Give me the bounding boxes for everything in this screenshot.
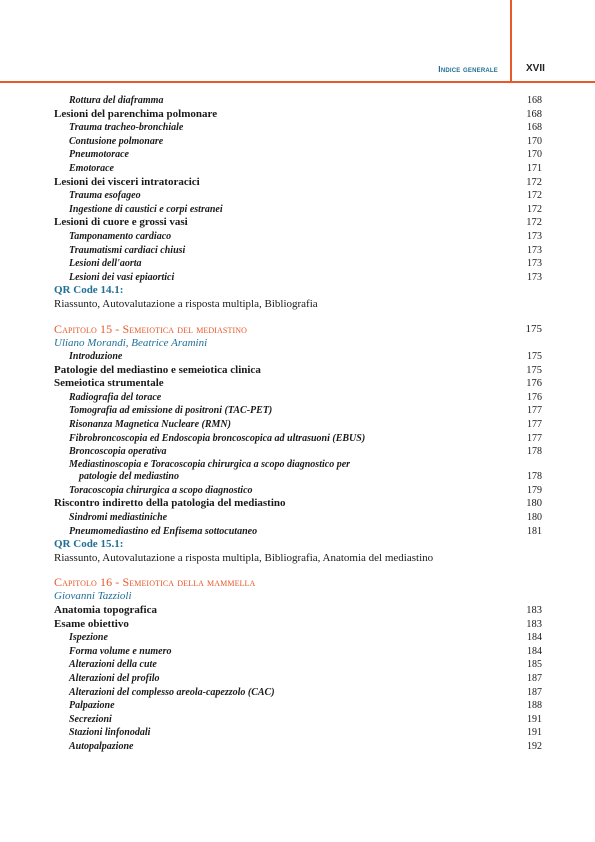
toc-subsection-title-line2: patologie del mediastino: [79, 471, 179, 483]
chapter-heading-title: Capitolo 16 - Semeiotica della mammella: [54, 575, 256, 590]
toc-subsection-title: Forma volume e numero: [69, 645, 172, 657]
page-ref: 170: [527, 135, 542, 147]
toc-section-title: Esame obiettivo: [54, 617, 129, 630]
toc-subsection-title: Pneumotorace: [69, 149, 129, 161]
chapter-authors-row: [54, 337, 542, 351]
page-ref: 175: [527, 351, 542, 363]
toc-section-title: Lesioni di cuore e grossi vasi: [54, 216, 188, 229]
toc-subsection-row: [54, 511, 542, 525]
qr-code-label-title: QR Code 15.1:: [54, 538, 124, 551]
toc-subsection-row: [54, 726, 542, 740]
toc-subsection-title: Trauma tracheo-bronchiale: [69, 122, 184, 134]
toc-subsection-row: [54, 525, 542, 539]
page-ref: 172: [526, 217, 542, 229]
chapter-authors-title: Uliano Morandi, Beatrice Aramini: [54, 336, 208, 349]
page-ref: 168: [527, 95, 542, 106]
qr-code-contents-title: Riassunto, Autovalutazione a risposta multipla, Bibliografia, Anatomia del mediastino: [54, 551, 434, 564]
page-ref: 173: [527, 244, 542, 256]
qr-code-contents-row: [54, 298, 542, 312]
toc-subsection-row: [54, 189, 542, 203]
page-ref: 183: [526, 618, 542, 630]
toc-subsection-row: [54, 148, 542, 162]
chapter-authors-title: Giovanni Tazzioli: [54, 590, 132, 603]
toc-subsection-row: [54, 135, 542, 149]
toc-section-row: [54, 108, 542, 122]
toc-section-title: Semeiotica strumentale: [54, 377, 164, 390]
page-ref: 170: [527, 149, 542, 161]
page-ref: 173: [527, 258, 542, 270]
toc-section-row: [54, 618, 542, 632]
toc-subsection-title: Contusione polmonare: [69, 135, 164, 147]
page-ref: 187: [527, 672, 542, 684]
toc-subsection-title: Tamponamento cardiaco: [69, 230, 172, 242]
toc-subsection-row: [54, 350, 542, 364]
toc-section-row: [54, 176, 542, 190]
toc-subsection-title: Alterazioni del complesso areola-capezzolo (CAC): [69, 686, 275, 698]
page-ref: 177: [527, 419, 542, 431]
table-of-contents: [54, 94, 542, 754]
toc-subsection-row: [54, 631, 542, 645]
toc-subsection-row: [54, 432, 542, 446]
page-ref: 175: [525, 322, 542, 335]
toc-subsection-row: [54, 94, 542, 108]
toc-subsection-title: Alterazioni della cute: [69, 659, 157, 671]
toc-section-row: [54, 604, 542, 618]
toc-subsection-title: Lesioni dell'aorta: [69, 258, 142, 270]
toc-subsection-title: Toracoscopia chirurgica a scopo diagnostico: [69, 484, 253, 496]
page-ref: 180: [526, 498, 542, 510]
toc-subsection-title: Secrezioni: [69, 713, 112, 725]
toc-subsection-row: [54, 686, 542, 700]
toc-subsection-row: [54, 391, 542, 405]
page-number: XVII: [526, 63, 545, 74]
toc-section-title: Riscontro indiretto della patologia del mediastino: [54, 497, 286, 510]
toc-subsection-row: [54, 699, 542, 713]
header-horizontal-rule: [0, 81, 595, 83]
toc-subsection-title: [69, 459, 350, 484]
page-ref: 172: [527, 203, 542, 215]
toc-section-title: Anatomia topografica: [54, 604, 157, 616]
toc-subsection-title: Ingestione di caustici e corpi estranei: [69, 203, 223, 215]
toc-subsection-row: [54, 658, 542, 672]
toc-subsection-row: [54, 484, 542, 498]
page-ref: 184: [527, 645, 542, 657]
toc-subsection-title: Traumatismi cardiaci chiusi: [69, 244, 186, 256]
toc-subsection-title: Tomografia ad emissione di positroni (TAC-PET): [69, 405, 273, 417]
qr-code-label-title: QR Code 14.1:: [54, 284, 124, 297]
toc-subsection-row: [54, 713, 542, 727]
page-ref: 183: [526, 605, 542, 616]
toc-section-row: [54, 377, 542, 391]
toc-subsection-title: Ispezione: [69, 632, 108, 644]
toc-section-row: [54, 364, 542, 378]
toc-subsection-row: [54, 271, 542, 285]
page-ref: 187: [527, 686, 542, 698]
page-ref: 178: [527, 446, 542, 458]
page-ref: 168: [526, 108, 542, 120]
toc-subsection-title: Sindromi mediastiniche: [69, 512, 168, 524]
qr-code-label-row: [54, 538, 542, 552]
toc-subsection-row: [54, 459, 542, 484]
page-ref: 173: [527, 230, 542, 242]
toc-section-title: Patologie del mediastino e semeiotica clinica: [54, 363, 261, 376]
qr-code-contents-title: Riassunto, Autovalutazione a risposta multipla, Bibliografia: [54, 297, 318, 310]
toc-subsection-title: Radiografia del torace: [69, 391, 162, 403]
toc-subsection-row: [54, 418, 542, 432]
toc-subsection-title: Trauma esofageo: [69, 190, 141, 202]
page-ref: 192: [527, 740, 542, 752]
toc-subsection-row: [54, 445, 542, 459]
page-ref: 176: [527, 391, 542, 403]
toc-subsection-title: Risonanza Magnetica Nucleare (RMN): [69, 419, 231, 431]
toc-subsection-row: [54, 257, 542, 271]
chapter-heading-row: [54, 322, 542, 337]
chapter-heading-title: Capitolo 15 - Semeiotica del mediastino: [54, 321, 247, 336]
toc-subsection-title: Emotorace: [69, 162, 114, 174]
toc-section-row: [54, 497, 542, 511]
toc-subsection-title: Lesioni dei vasi epiaortici: [69, 271, 175, 283]
toc-subsection-row: [54, 230, 542, 244]
header-vertical-rule: [510, 0, 512, 81]
page-ref: 177: [527, 432, 542, 444]
page-ref: 173: [527, 271, 542, 283]
page-ref: 184: [527, 632, 542, 644]
page-ref: 191: [527, 727, 542, 739]
page-ref: 191: [527, 713, 542, 725]
toc-subsection-row: [54, 404, 542, 418]
page-ref: 172: [526, 176, 542, 188]
toc-subsection-title-line1: Mediastinoscopia e Toracoscopia chirurgica a scopo diagnostico per: [69, 458, 351, 470]
running-section-title: Indice generale: [438, 64, 498, 74]
toc-section-title: Lesioni dei visceri intratoracici: [54, 175, 200, 188]
toc-subsection-row: [54, 645, 542, 659]
page-ref: 168: [527, 122, 542, 134]
toc-subsection-title: Rottura del diaframma: [69, 95, 164, 106]
page-ref: 179: [527, 484, 542, 496]
page-ref: 181: [527, 525, 542, 537]
toc-section-row: [54, 216, 542, 230]
toc-subsection-row: [54, 121, 542, 135]
toc-subsection-row: [54, 203, 542, 217]
page-ref: 175: [526, 364, 542, 376]
toc-subsection-title: Pneumomediastino ed Enfisema sottocutaneo: [69, 525, 258, 537]
toc-section-title: Lesioni del parenchima polmonare: [54, 107, 218, 120]
page-ref: 172: [527, 190, 542, 202]
page-ref: 177: [527, 405, 542, 417]
toc-subsection-title: Broncoscopia operativa: [69, 446, 167, 458]
qr-code-label-row: [54, 284, 542, 298]
toc-subsection-title: Fibrobroncoscopia ed Endoscopia broncoscopica ad ultrasuoni (EBUS): [69, 432, 366, 444]
toc-subsection-title: Alterazioni del profilo: [69, 672, 160, 684]
page-ref: 176: [526, 378, 542, 390]
chapter-authors-row: [54, 590, 542, 604]
page-ref: 171: [527, 162, 542, 174]
toc-subsection-title: Stazioni linfonodali: [69, 727, 151, 739]
toc-subsection-title: Palpazione: [69, 700, 115, 712]
toc-subsection-row: [54, 244, 542, 258]
page-ref: 185: [527, 659, 542, 671]
toc-subsection-row: [54, 162, 542, 176]
toc-subsection-row: [54, 740, 542, 754]
chapter-heading-row: [54, 575, 542, 590]
toc-subsection-title: Autopalpazione: [69, 740, 134, 752]
page-ref: 188: [527, 700, 542, 712]
toc-subsection-title: Introduzione: [69, 351, 123, 363]
toc-subsection-row: [54, 672, 542, 686]
page-ref: 180: [527, 512, 542, 524]
qr-code-contents-row: [54, 552, 542, 566]
page-ref: 178: [527, 471, 542, 483]
